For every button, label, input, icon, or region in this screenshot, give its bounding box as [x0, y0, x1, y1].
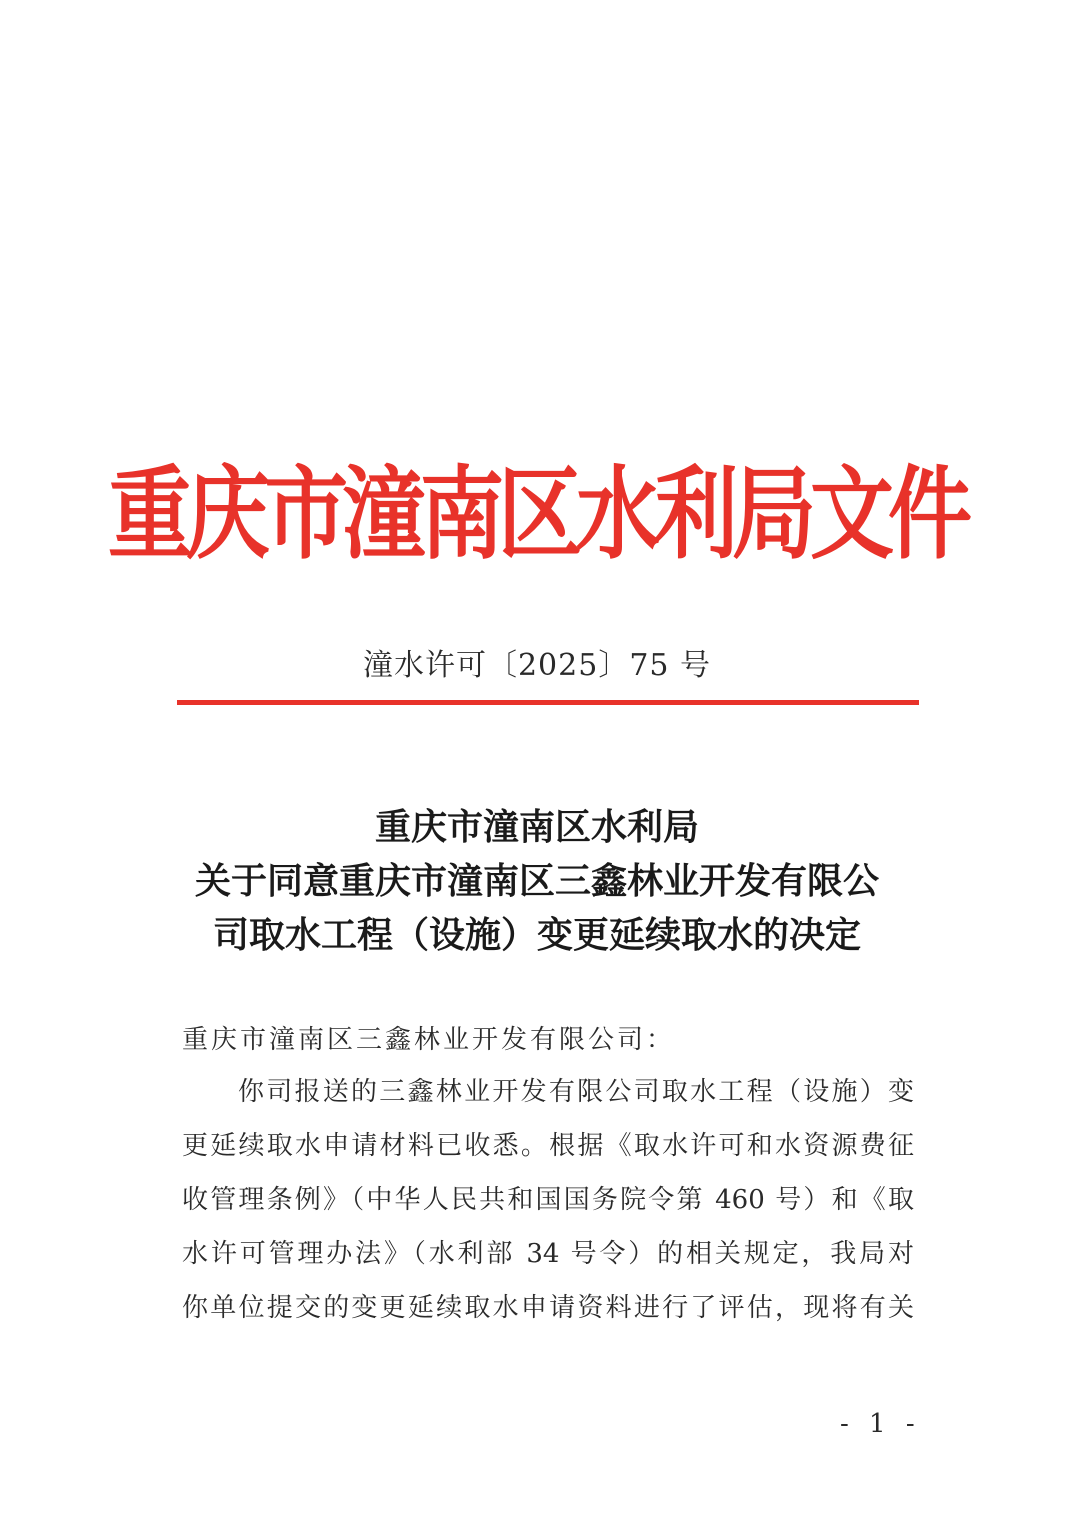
body-line-4: 水许可管理办法》（水利部 34 号令）的相关规定，我局对 — [182, 1239, 914, 1269]
document-title — [0, 800, 1074, 962]
title-line-1: 重庆市潼南区水利局 — [374, 806, 699, 848]
red-divider-rule — [177, 700, 919, 705]
issuer-banner: 重庆市潼南区水利局文件 — [107, 454, 966, 573]
body-line-2: 更延续取水申请材料已收悉。根据《取水许可和水资源费征 — [182, 1131, 914, 1161]
document-number: 潼水许可〔2025〕75 号 — [362, 648, 712, 683]
addressee: 重庆市潼南区三鑫林业开发有限公司： — [182, 1025, 676, 1055]
body-line-3: 收管理条例》（中华人民共和国国务院令第 460 号）和《取 — [182, 1185, 914, 1215]
page-number: - 1 - — [840, 1409, 921, 1439]
title-line-2: 关于同意重庆市潼南区三鑫林业开发有限公 — [194, 860, 879, 902]
body-line-1: 你司报送的三鑫林业开发有限公司取水工程（设施）变 — [238, 1077, 914, 1107]
title-line-3: 司取水工程（设施）变更延续取水的决定 — [212, 914, 861, 956]
body-line-5: 你单位提交的变更延续取水申请资料进行了评估，现将有关 — [182, 1293, 914, 1323]
